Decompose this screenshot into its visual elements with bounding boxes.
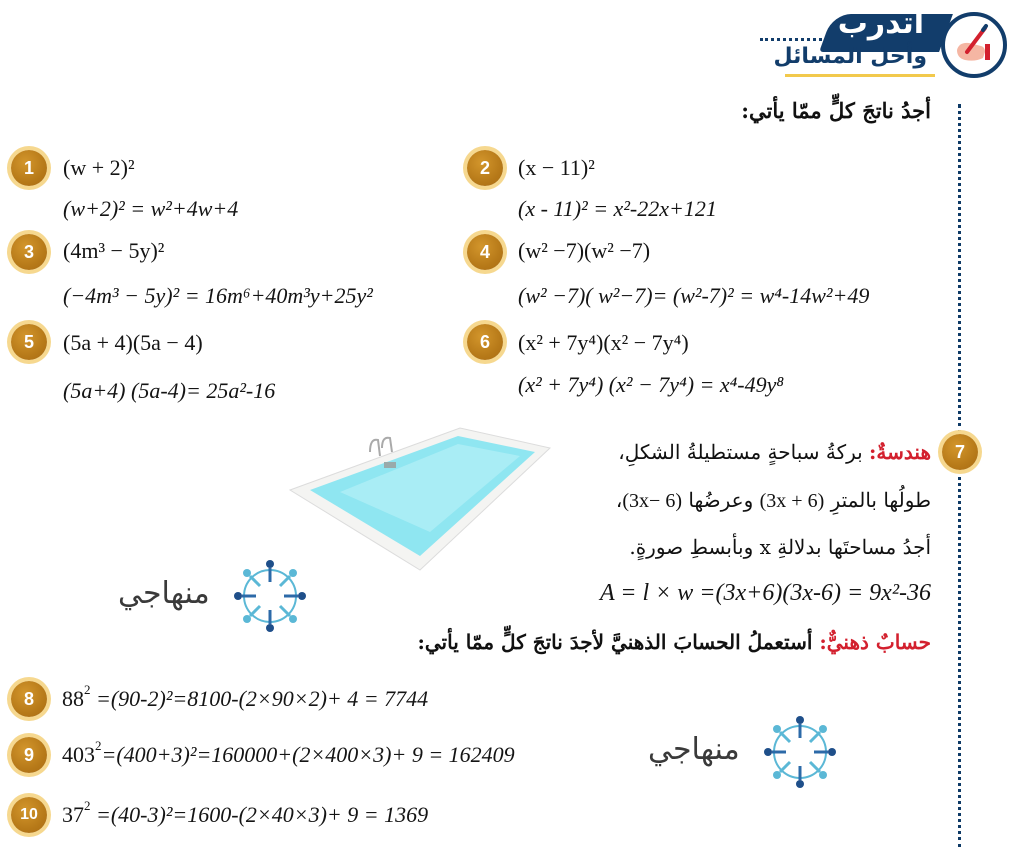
problem-number-badge: 7 bbox=[942, 434, 978, 470]
manhaji-watermark bbox=[118, 556, 318, 636]
geometry-label: هندسةٌ: bbox=[869, 440, 931, 464]
problem-question: (w + 2)² bbox=[63, 155, 135, 180]
instruction-heading: أجدُ ناتجَ كلٍّ ممّا يأتي: bbox=[741, 98, 931, 123]
problem-number-badge: 1 bbox=[11, 150, 47, 186]
watermark-text: منهاجي bbox=[118, 576, 210, 611]
problem-question: (5a + 4)(5a − 4) bbox=[63, 330, 203, 355]
geometry-text: بركةُ سباحةٍ مستطيلةُ الشكلِ، bbox=[618, 440, 863, 464]
mental-math-instruction: أستعملُ الحسابَ الذهنيَّ لأجدَ ناتجَ كلٍّ ممّا يأتي: bbox=[417, 630, 813, 654]
geometry-line-3: أجدُ مساحتَها بدلالةِ x وبأبسطِ صورةٍ. bbox=[629, 535, 931, 559]
geometry-text: طولُها بالمترِ bbox=[830, 488, 931, 512]
mental-math-work: =(400+3)²=160000+(2×400×3)+ 9 = 162409 bbox=[101, 742, 515, 767]
geometry-line-2 bbox=[616, 488, 931, 513]
header-title: أتدرب bbox=[837, 6, 924, 41]
problem-question: (x² + 7y⁴)(x² − 7y⁴) bbox=[518, 330, 689, 355]
mental-math-work: =(90-2)²=8100-(2×90×2)+ 4 = 7744 bbox=[90, 686, 429, 711]
problem-number-badge: 6 bbox=[467, 324, 503, 360]
mental-math-base: 37 bbox=[62, 802, 84, 827]
mental-math-label: حسابٌ ذهنيٌّ: bbox=[819, 630, 931, 654]
header-underline bbox=[785, 74, 935, 77]
problem-number-badge: 5 bbox=[11, 324, 47, 360]
margin-dotted-rule bbox=[958, 470, 964, 847]
problem-number-badge: 8 bbox=[11, 681, 47, 717]
problem-answer: (w+2)² = w²+4w+4 bbox=[63, 196, 239, 221]
problem-answer: (x² + 7y⁴) (x² − 7y⁴) = x⁴-49y⁸ bbox=[518, 372, 785, 397]
manhaji-watermark bbox=[648, 712, 848, 792]
problem-answer: (w² −7)( w²−7)= (w²-7)² = w⁴-14w²+49 bbox=[518, 283, 870, 308]
width-expression: (3x− 6) bbox=[622, 490, 682, 512]
problem-question: (x − 11)² bbox=[518, 155, 595, 180]
margin-dotted-rule bbox=[958, 104, 964, 434]
geometry-text: ، bbox=[615, 488, 623, 512]
manhaji-logo-icon bbox=[230, 556, 310, 636]
problem-number-badge: 2 bbox=[467, 150, 503, 186]
mental-math-heading bbox=[417, 630, 931, 654]
manhaji-logo-icon bbox=[760, 712, 840, 792]
hand-writing-pencil-icon bbox=[941, 12, 1007, 78]
problem-number-badge: 9 bbox=[11, 737, 47, 773]
mental-math-work: =(40-3)²=1600-(2×40×3)+ 9 = 1369 bbox=[90, 802, 429, 827]
length-expression: (3x + 6) bbox=[759, 490, 825, 512]
exponent: 2 bbox=[84, 798, 91, 813]
problem-number-badge: 3 bbox=[11, 234, 47, 270]
watermark-text: منهاجي bbox=[648, 732, 740, 767]
mental-math-base: 403 bbox=[62, 742, 95, 767]
problem-question: (4m³ − 5y)² bbox=[63, 238, 165, 263]
swimming-pool-image bbox=[280, 422, 565, 572]
problem-answer: (−4m³ − 5y)² = 16m⁶+40m³y+25y² bbox=[63, 283, 373, 308]
header-dots-divider bbox=[760, 38, 822, 41]
mental-math-item bbox=[62, 798, 429, 828]
exponent: 2 bbox=[84, 682, 91, 697]
problem-answer: (x - 11)² = x²-22x+121 bbox=[518, 196, 717, 221]
mental-math-base: 88 bbox=[62, 686, 84, 711]
problem-question: (w² −7)(w² −7) bbox=[518, 238, 651, 263]
problem-number-badge: 10 bbox=[11, 797, 47, 833]
geometry-line-1 bbox=[618, 440, 931, 464]
problem-answer: (5a+4) (5a-4)= 25a²-16 bbox=[63, 378, 276, 403]
mental-math-item bbox=[62, 682, 429, 712]
mental-math-item bbox=[62, 738, 515, 768]
header-subtitle: وأحل المسائل bbox=[773, 44, 927, 69]
exponent: 2 bbox=[95, 738, 102, 753]
geometry-text: وعرضُها bbox=[688, 488, 754, 512]
problem-number-badge: 4 bbox=[467, 234, 503, 270]
geometry-answer: A = l × w =(3x+6)(3x-6) = 9x²-36 bbox=[600, 580, 931, 606]
